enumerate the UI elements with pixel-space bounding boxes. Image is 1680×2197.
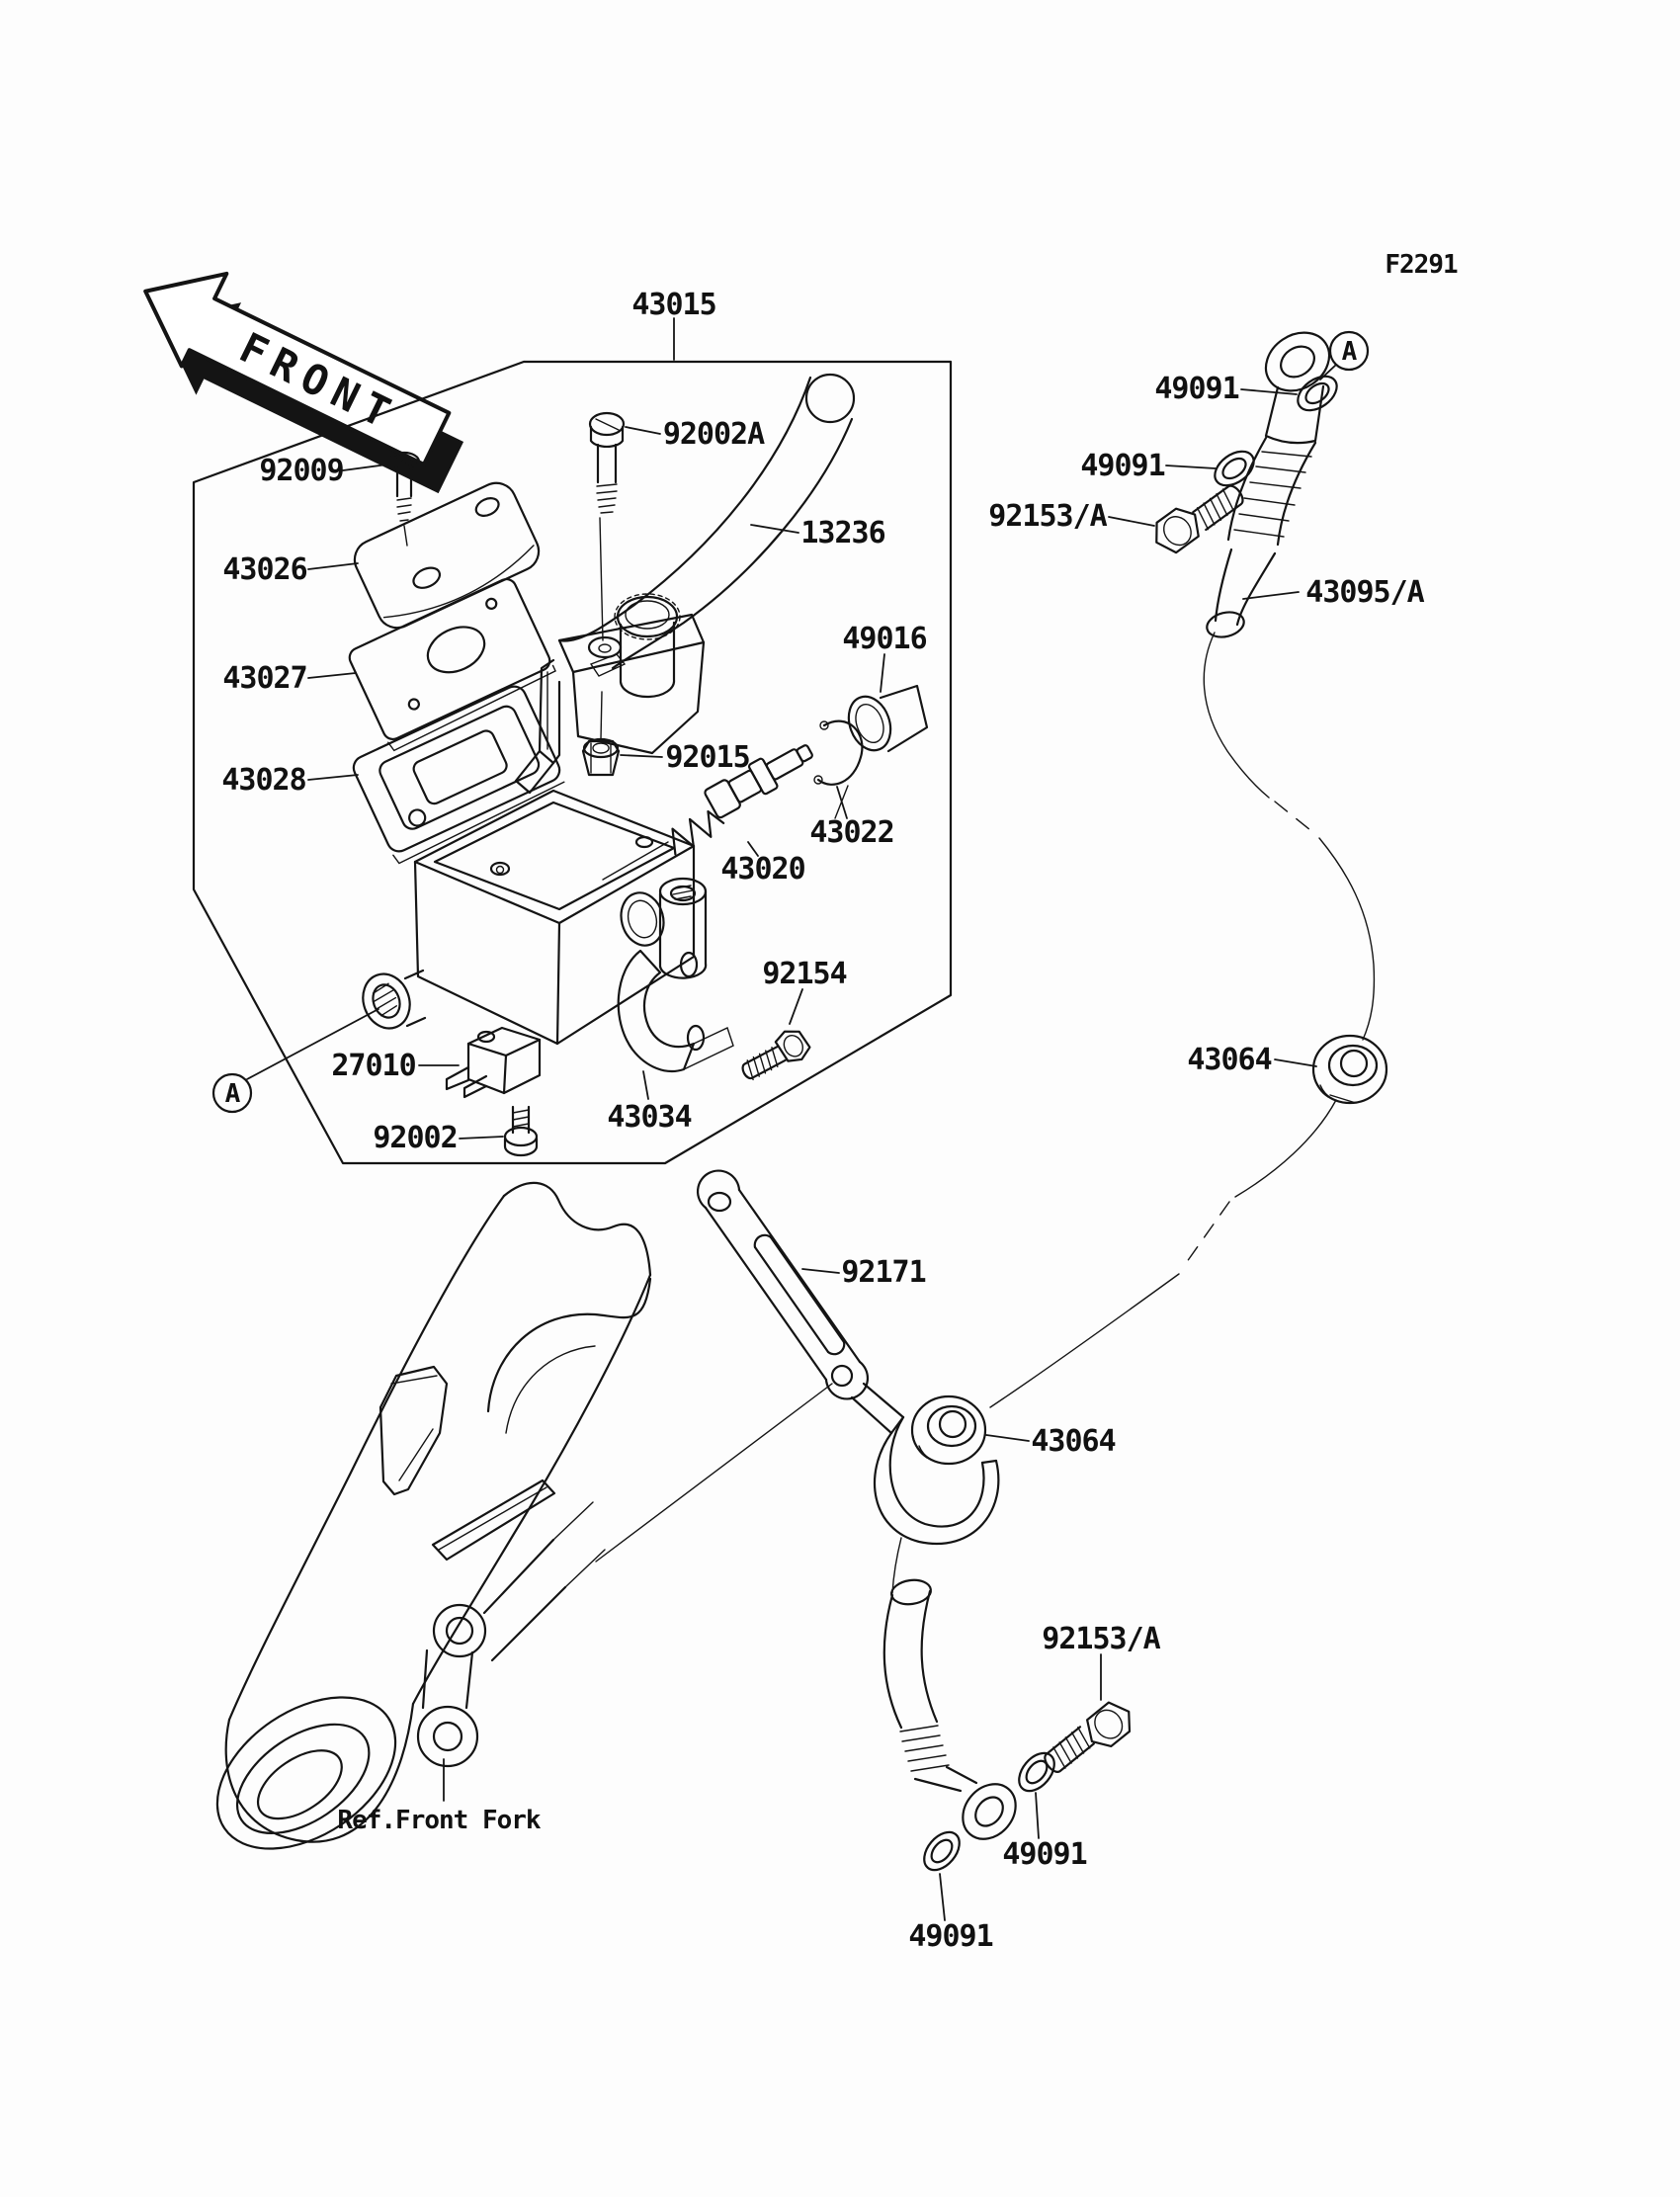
part-43026-reservoir-cap: [348, 476, 545, 634]
part-27010-brake-switch: [447, 1028, 540, 1097]
label-27010: 27010: [331, 1049, 416, 1083]
label-43034: 43034: [607, 1100, 692, 1135]
label-43022: 43022: [809, 815, 894, 850]
ref-front-fork-drawing: [190, 1183, 650, 1880]
part-92002A-pivot-bolt: [590, 413, 624, 739]
leader-lines: [247, 318, 1336, 1920]
label-43020: 43020: [720, 852, 805, 887]
detail-marker-a-top-letter: A: [1341, 337, 1357, 367]
label-92009: 92009: [259, 454, 344, 488]
label-49091-top: 49091: [1154, 372, 1239, 406]
label-49016: 49016: [842, 622, 927, 656]
part-43095A-brake-hose: [990, 321, 1374, 1407]
label-92171: 92171: [841, 1255, 926, 1290]
part-92154-clamp-bolt: [736, 1025, 813, 1086]
label-ref-front-fork: Ref.Front Fork: [337, 1806, 541, 1835]
label-49091-mid: 49091: [1080, 449, 1165, 483]
label-43015: 43015: [631, 288, 716, 322]
part-labels: [221, 288, 1424, 1954]
label-43064-upper: 43064: [1187, 1043, 1272, 1077]
front-arrow-label: FRONT: [231, 322, 406, 442]
label-43028: 43028: [221, 763, 306, 798]
label-92002: 92002: [373, 1121, 458, 1155]
label-92002A: 92002A: [662, 417, 765, 452]
part-43022-circlip: [814, 721, 862, 818]
detail-marker-a-bottom: [213, 1074, 251, 1112]
label-43064-lower: 43064: [1031, 1424, 1116, 1459]
label-13236: 13236: [800, 516, 885, 550]
part-lower-hose: [884, 1538, 1027, 1849]
label-43027: 43027: [222, 661, 307, 696]
part-92002-switch-screw: [505, 1107, 537, 1155]
label-49091-bottom-right: 49091: [1002, 1837, 1087, 1872]
part-92153A-banjo-bolt-bottom: [1041, 1696, 1138, 1785]
label-92153A-top: 92153/A: [988, 499, 1107, 534]
part-43027-diaphragm-plate: [346, 576, 556, 751]
label-92015: 92015: [665, 740, 750, 775]
part-43034-holder: [619, 879, 733, 1071]
label-43026: 43026: [222, 552, 307, 587]
part-49091-washer-bottom-left: [917, 1825, 966, 1877]
part-92171-bracket: [596, 1171, 998, 1562]
label-43095A: 43095/A: [1305, 575, 1424, 610]
part-43064-grommet-lower: [912, 1396, 985, 1464]
figure-code: F2291: [1385, 250, 1458, 280]
label-92154: 92154: [762, 957, 847, 991]
label-49091-bottom-left: 49091: [908, 1919, 993, 1954]
detail-marker-a-bottom-letter: A: [224, 1079, 240, 1109]
label-92153A-bottom: 92153/A: [1042, 1622, 1160, 1656]
part-reservoir-body: [356, 791, 694, 1044]
part-49016-dust-cover: [842, 686, 927, 756]
part-43064-grommet-upper: [1313, 1036, 1386, 1103]
part-92153A-banjo-bolt-top: [1147, 472, 1246, 558]
